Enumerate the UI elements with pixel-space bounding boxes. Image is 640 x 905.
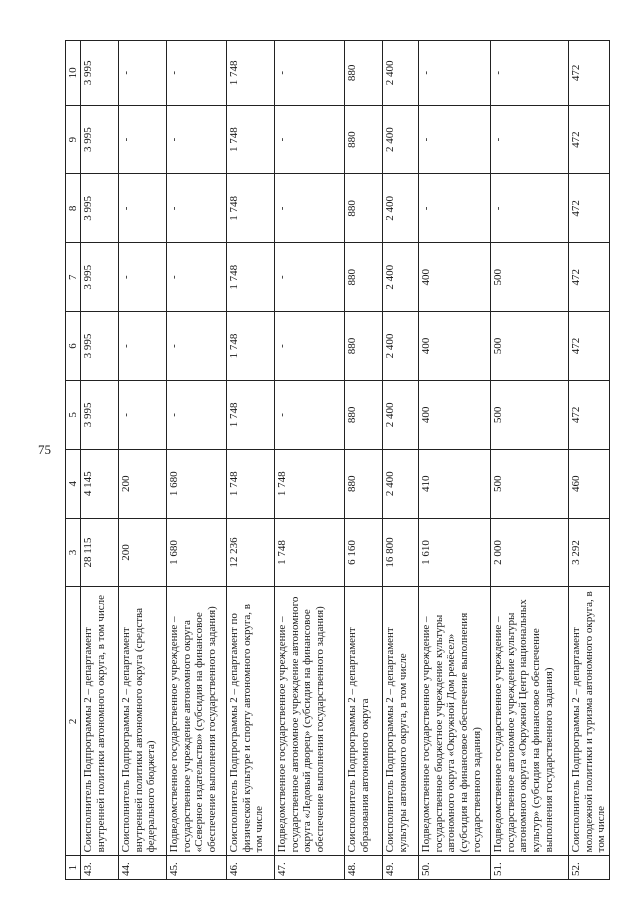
value-cell: - <box>275 312 345 381</box>
value-cell: 3 995 <box>81 105 119 174</box>
value-cell: 400 <box>419 312 491 381</box>
table-row <box>569 41 610 880</box>
row-number-cell: 48. <box>345 856 383 880</box>
value-cell: - <box>419 41 491 106</box>
value-cell: - <box>275 380 345 449</box>
value-cell: 472 <box>569 105 610 174</box>
row-number-cell: 43. <box>81 856 119 880</box>
value-cell: 880 <box>345 41 383 106</box>
value-cell: 880 <box>345 243 383 312</box>
header-cell: 9 <box>66 105 81 174</box>
table-row <box>419 41 491 880</box>
header-cell: 7 <box>66 243 81 312</box>
value-cell: - <box>491 174 569 243</box>
value-cell: - <box>167 380 227 449</box>
value-cell: 2 400 <box>383 312 419 381</box>
value-cell: - <box>119 380 167 449</box>
value-cell: 2 400 <box>383 174 419 243</box>
header-cell: 8 <box>66 174 81 243</box>
value-cell: - <box>491 105 569 174</box>
value-cell: 472 <box>569 380 610 449</box>
value-cell: 3 995 <box>81 243 119 312</box>
value-cell: 880 <box>345 312 383 381</box>
value-cell: - <box>419 105 491 174</box>
value-cell: 1 748 <box>227 174 275 243</box>
row-name-cell: Подведомственное государственное учреждение – государственное автономное учреждение культуры автономного округа «Окружной Центр национальных культур» (субсидия на финансовое обеспечение выполнения государственного задания) <box>491 587 569 856</box>
row-number-cell: 52. <box>569 856 610 880</box>
value-cell: 410 <box>419 449 491 518</box>
value-cell: 1 680 <box>167 518 227 587</box>
table-body <box>66 41 610 880</box>
value-cell: 3 995 <box>81 312 119 381</box>
value-cell: - <box>119 312 167 381</box>
value-cell: 472 <box>569 174 610 243</box>
value-cell: 1 748 <box>227 105 275 174</box>
table-row <box>345 41 383 880</box>
table-row <box>81 41 119 880</box>
row-number-cell: 47. <box>275 856 345 880</box>
value-cell: 880 <box>345 380 383 449</box>
header-cell: 2 <box>66 587 81 856</box>
value-cell: - <box>119 105 167 174</box>
value-cell: 400 <box>419 380 491 449</box>
value-cell: 3 995 <box>81 174 119 243</box>
row-name-cell: Подведомственное государственное учреждение – государственное автономное учреждение автономного округа «Ледовый дворец» (субсидия на финансовое обеспечение выполнения государственного задания) <box>275 587 345 856</box>
value-cell: - <box>275 105 345 174</box>
value-cell: 1 748 <box>275 518 345 587</box>
value-cell: 2 000 <box>491 518 569 587</box>
value-cell: 3 995 <box>81 41 119 106</box>
table-row <box>167 41 227 880</box>
value-cell: - <box>167 105 227 174</box>
value-cell: 472 <box>569 312 610 381</box>
value-cell: 16 800 <box>383 518 419 587</box>
value-cell: - <box>275 243 345 312</box>
row-name-cell: Соисполнитель Подпрограммы 2 – департамент внутренней политики автономного округа (средства федерального бюджета) <box>119 587 167 856</box>
value-cell: - <box>167 243 227 312</box>
value-cell: - <box>119 243 167 312</box>
header-row <box>66 41 81 880</box>
value-cell: 6 160 <box>345 518 383 587</box>
value-cell: - <box>419 174 491 243</box>
table-row <box>383 41 419 880</box>
header-cell: 3 <box>66 518 81 587</box>
row-name-cell: Подведомственное государственное учреждение – государственное бюджетное учреждение культуры автономного округа «Окружной Дом ремёсел» (субсидия на финансовое обеспечение выполнения государственного задания) <box>419 587 491 856</box>
value-cell: 880 <box>345 449 383 518</box>
table-row <box>119 41 167 880</box>
row-name-cell: Соисполнитель Подпрограммы 2 – департамент молодежной политики и туризма автономного округа, в том числе <box>569 587 610 856</box>
value-cell: 880 <box>345 105 383 174</box>
header-cell: 5 <box>66 380 81 449</box>
value-cell: 200 <box>119 518 167 587</box>
value-cell: 2 400 <box>383 41 419 106</box>
row-number-cell: 45. <box>167 856 227 880</box>
value-cell: 500 <box>491 243 569 312</box>
value-cell: - <box>167 312 227 381</box>
value-cell: 472 <box>569 41 610 106</box>
row-name-cell: Соисполнитель Подпрограммы 2 – департамент образования автономного округа <box>345 587 383 856</box>
table-row <box>275 41 345 880</box>
row-number-cell: 44. <box>119 856 167 880</box>
value-cell: - <box>275 41 345 106</box>
value-cell: 1 748 <box>227 243 275 312</box>
page-number: 75 <box>38 442 51 457</box>
value-cell: - <box>119 41 167 106</box>
header-cell: 1 <box>66 856 81 880</box>
value-cell: 1 748 <box>227 380 275 449</box>
row-name-cell: Соисполнитель Подпрограммы 2 – департамент по физической культуре и спорту автономного округа, в том числе <box>227 587 275 856</box>
header-cell: 6 <box>66 312 81 381</box>
value-cell: - <box>275 174 345 243</box>
value-cell: - <box>167 41 227 106</box>
value-cell: 2 400 <box>383 243 419 312</box>
value-cell: 2 400 <box>383 380 419 449</box>
row-name-cell: Соисполнитель Подпрограммы 2 – департамент культуры автономного округа, в том числе <box>383 587 419 856</box>
value-cell: 460 <box>569 449 610 518</box>
value-cell: - <box>119 174 167 243</box>
value-cell: 3 292 <box>569 518 610 587</box>
value-cell: 1 748 <box>227 41 275 106</box>
value-cell: 1 748 <box>227 312 275 381</box>
value-cell: 1 610 <box>419 518 491 587</box>
value-cell: 500 <box>491 312 569 381</box>
header-cell: 4 <box>66 449 81 518</box>
value-cell: 12 236 <box>227 518 275 587</box>
value-cell: 400 <box>419 243 491 312</box>
budget-table <box>65 40 610 880</box>
value-cell: 4 145 <box>81 449 119 518</box>
row-name-cell: Соисполнитель Подпрограммы 2 – департамент внутренней политики автономного округа, в том числе <box>81 587 119 856</box>
value-cell: 200 <box>119 449 167 518</box>
value-cell: 500 <box>491 380 569 449</box>
value-cell: 1 680 <box>167 449 227 518</box>
value-cell: - <box>167 174 227 243</box>
row-name-cell: Подведомственное государственное учреждение – государственное учреждение автономного округа «Северное издательство» (субсидия на финансовое обеспечение выполнения государственного задания) <box>167 587 227 856</box>
value-cell: 1 748 <box>275 449 345 518</box>
table-sheet <box>65 40 610 880</box>
table-row <box>491 41 569 880</box>
value-cell: 472 <box>569 243 610 312</box>
value-cell: 880 <box>345 174 383 243</box>
value-cell: - <box>491 41 569 106</box>
row-number-cell: 50. <box>419 856 491 880</box>
value-cell: 500 <box>491 449 569 518</box>
row-number-cell: 51. <box>491 856 569 880</box>
value-cell: 2 400 <box>383 449 419 518</box>
value-cell: 28 115 <box>81 518 119 587</box>
header-cell: 10 <box>66 41 81 106</box>
row-number-cell: 46. <box>227 856 275 880</box>
value-cell: 3 995 <box>81 380 119 449</box>
value-cell: 1 748 <box>227 449 275 518</box>
row-number-cell: 49. <box>383 856 419 880</box>
value-cell: 2 400 <box>383 105 419 174</box>
table-row <box>227 41 275 880</box>
